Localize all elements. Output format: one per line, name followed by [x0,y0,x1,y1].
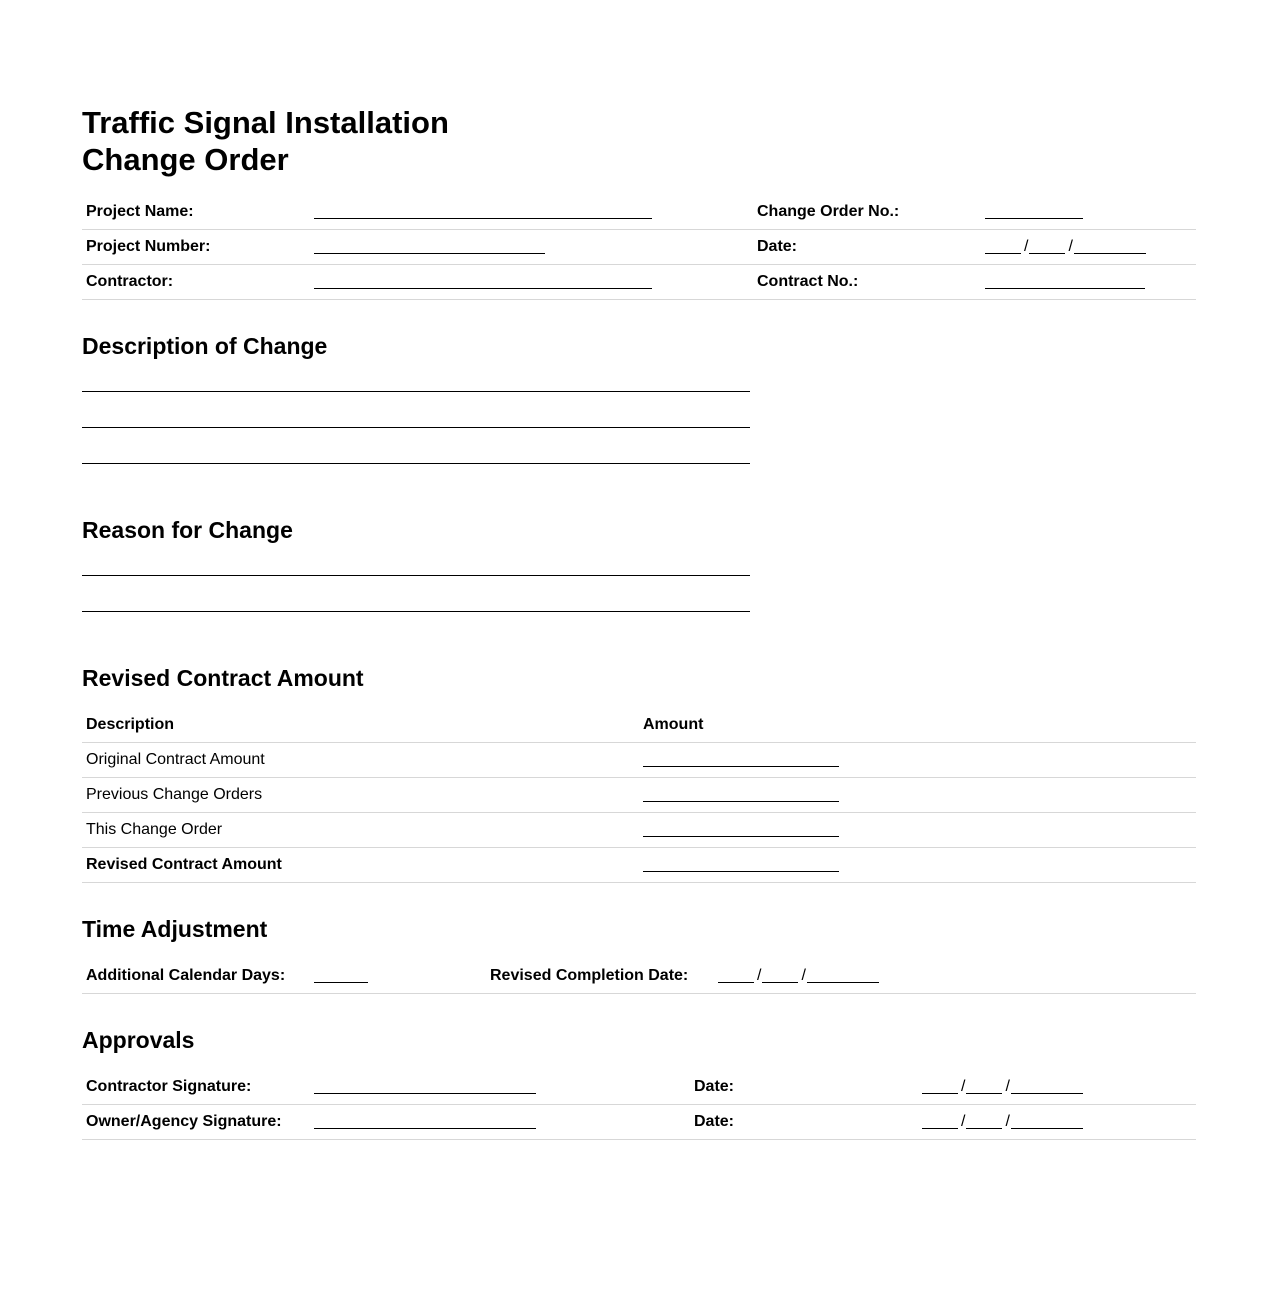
original-amount-label: Original Contract Amount [86,751,265,768]
revised-completion-field[interactable]: / / [718,958,879,993]
contractor-field[interactable] [314,288,652,289]
contractor-date-label: Date: [694,1078,735,1095]
description-line-3[interactable] [82,463,750,464]
owner-signature-field[interactable] [314,1128,536,1129]
amount-table-header [82,707,1196,743]
contractor-label: Contractor: [86,273,174,290]
header-row-3 [82,264,1196,300]
owner-date-label: Date: [694,1113,735,1130]
this-change-order-field[interactable] [643,836,839,837]
owner-date-field[interactable]: / / [922,1104,1083,1139]
reason-line-1[interactable] [82,575,750,576]
additional-days-label: Additional Calendar Days: [86,967,286,984]
change-order-no-field[interactable] [985,218,1083,219]
reason-line-2[interactable] [82,611,750,612]
contractor-signature-label: Contractor Signature: [86,1078,252,1095]
project-number-field[interactable] [314,253,545,254]
change-order-no-label: Change Order No.: [757,203,900,220]
table-row [82,777,1196,813]
table-row [82,742,1196,778]
approval-row-2 [82,1104,1196,1140]
time-adjustment-row [82,958,1196,994]
previous-change-orders-label: Previous Change Orders [86,786,263,803]
date-field[interactable]: / / [985,229,1146,264]
page-title [82,104,449,178]
project-name-field[interactable] [314,218,652,219]
description-line-1[interactable] [82,391,750,392]
revised-amount-heading: Revised Contract Amount [82,665,364,691]
col-description: Description [86,716,175,733]
additional-days-field[interactable] [314,982,368,983]
title-line-1: Traffic Signal Installation [82,105,449,140]
contractor-signature-field[interactable] [314,1093,536,1094]
contractor-date-field[interactable]: / / [922,1069,1083,1104]
description-line-2[interactable] [82,427,750,428]
revised-amount-field[interactable] [643,871,839,872]
col-amount: Amount [643,716,704,733]
description-heading: Description of Change [82,333,328,359]
contract-no-field[interactable] [985,288,1145,289]
contract-no-label: Contract No.: [757,273,859,290]
approval-row-1 [82,1069,1196,1105]
time-adjustment-heading: Time Adjustment [82,916,268,942]
project-number-label: Project Number: [86,238,211,255]
project-name-label: Project Name: [86,203,194,220]
header-row-2 [82,229,1196,265]
header-row-1 [82,194,1196,230]
this-change-order-label: This Change Order [86,821,223,838]
reason-heading: Reason for Change [82,517,293,543]
approvals-heading: Approvals [82,1027,195,1053]
original-amount-field[interactable] [643,766,839,767]
table-row [82,812,1196,848]
owner-signature-label: Owner/Agency Signature: [86,1113,282,1130]
revised-completion-label: Revised Completion Date: [490,967,689,984]
previous-change-orders-field[interactable] [643,801,839,802]
date-label: Date: [757,238,798,255]
revised-amount-label: Revised Contract Amount [86,856,282,873]
title-line-2: Change Order [82,142,289,177]
table-row [82,847,1196,883]
